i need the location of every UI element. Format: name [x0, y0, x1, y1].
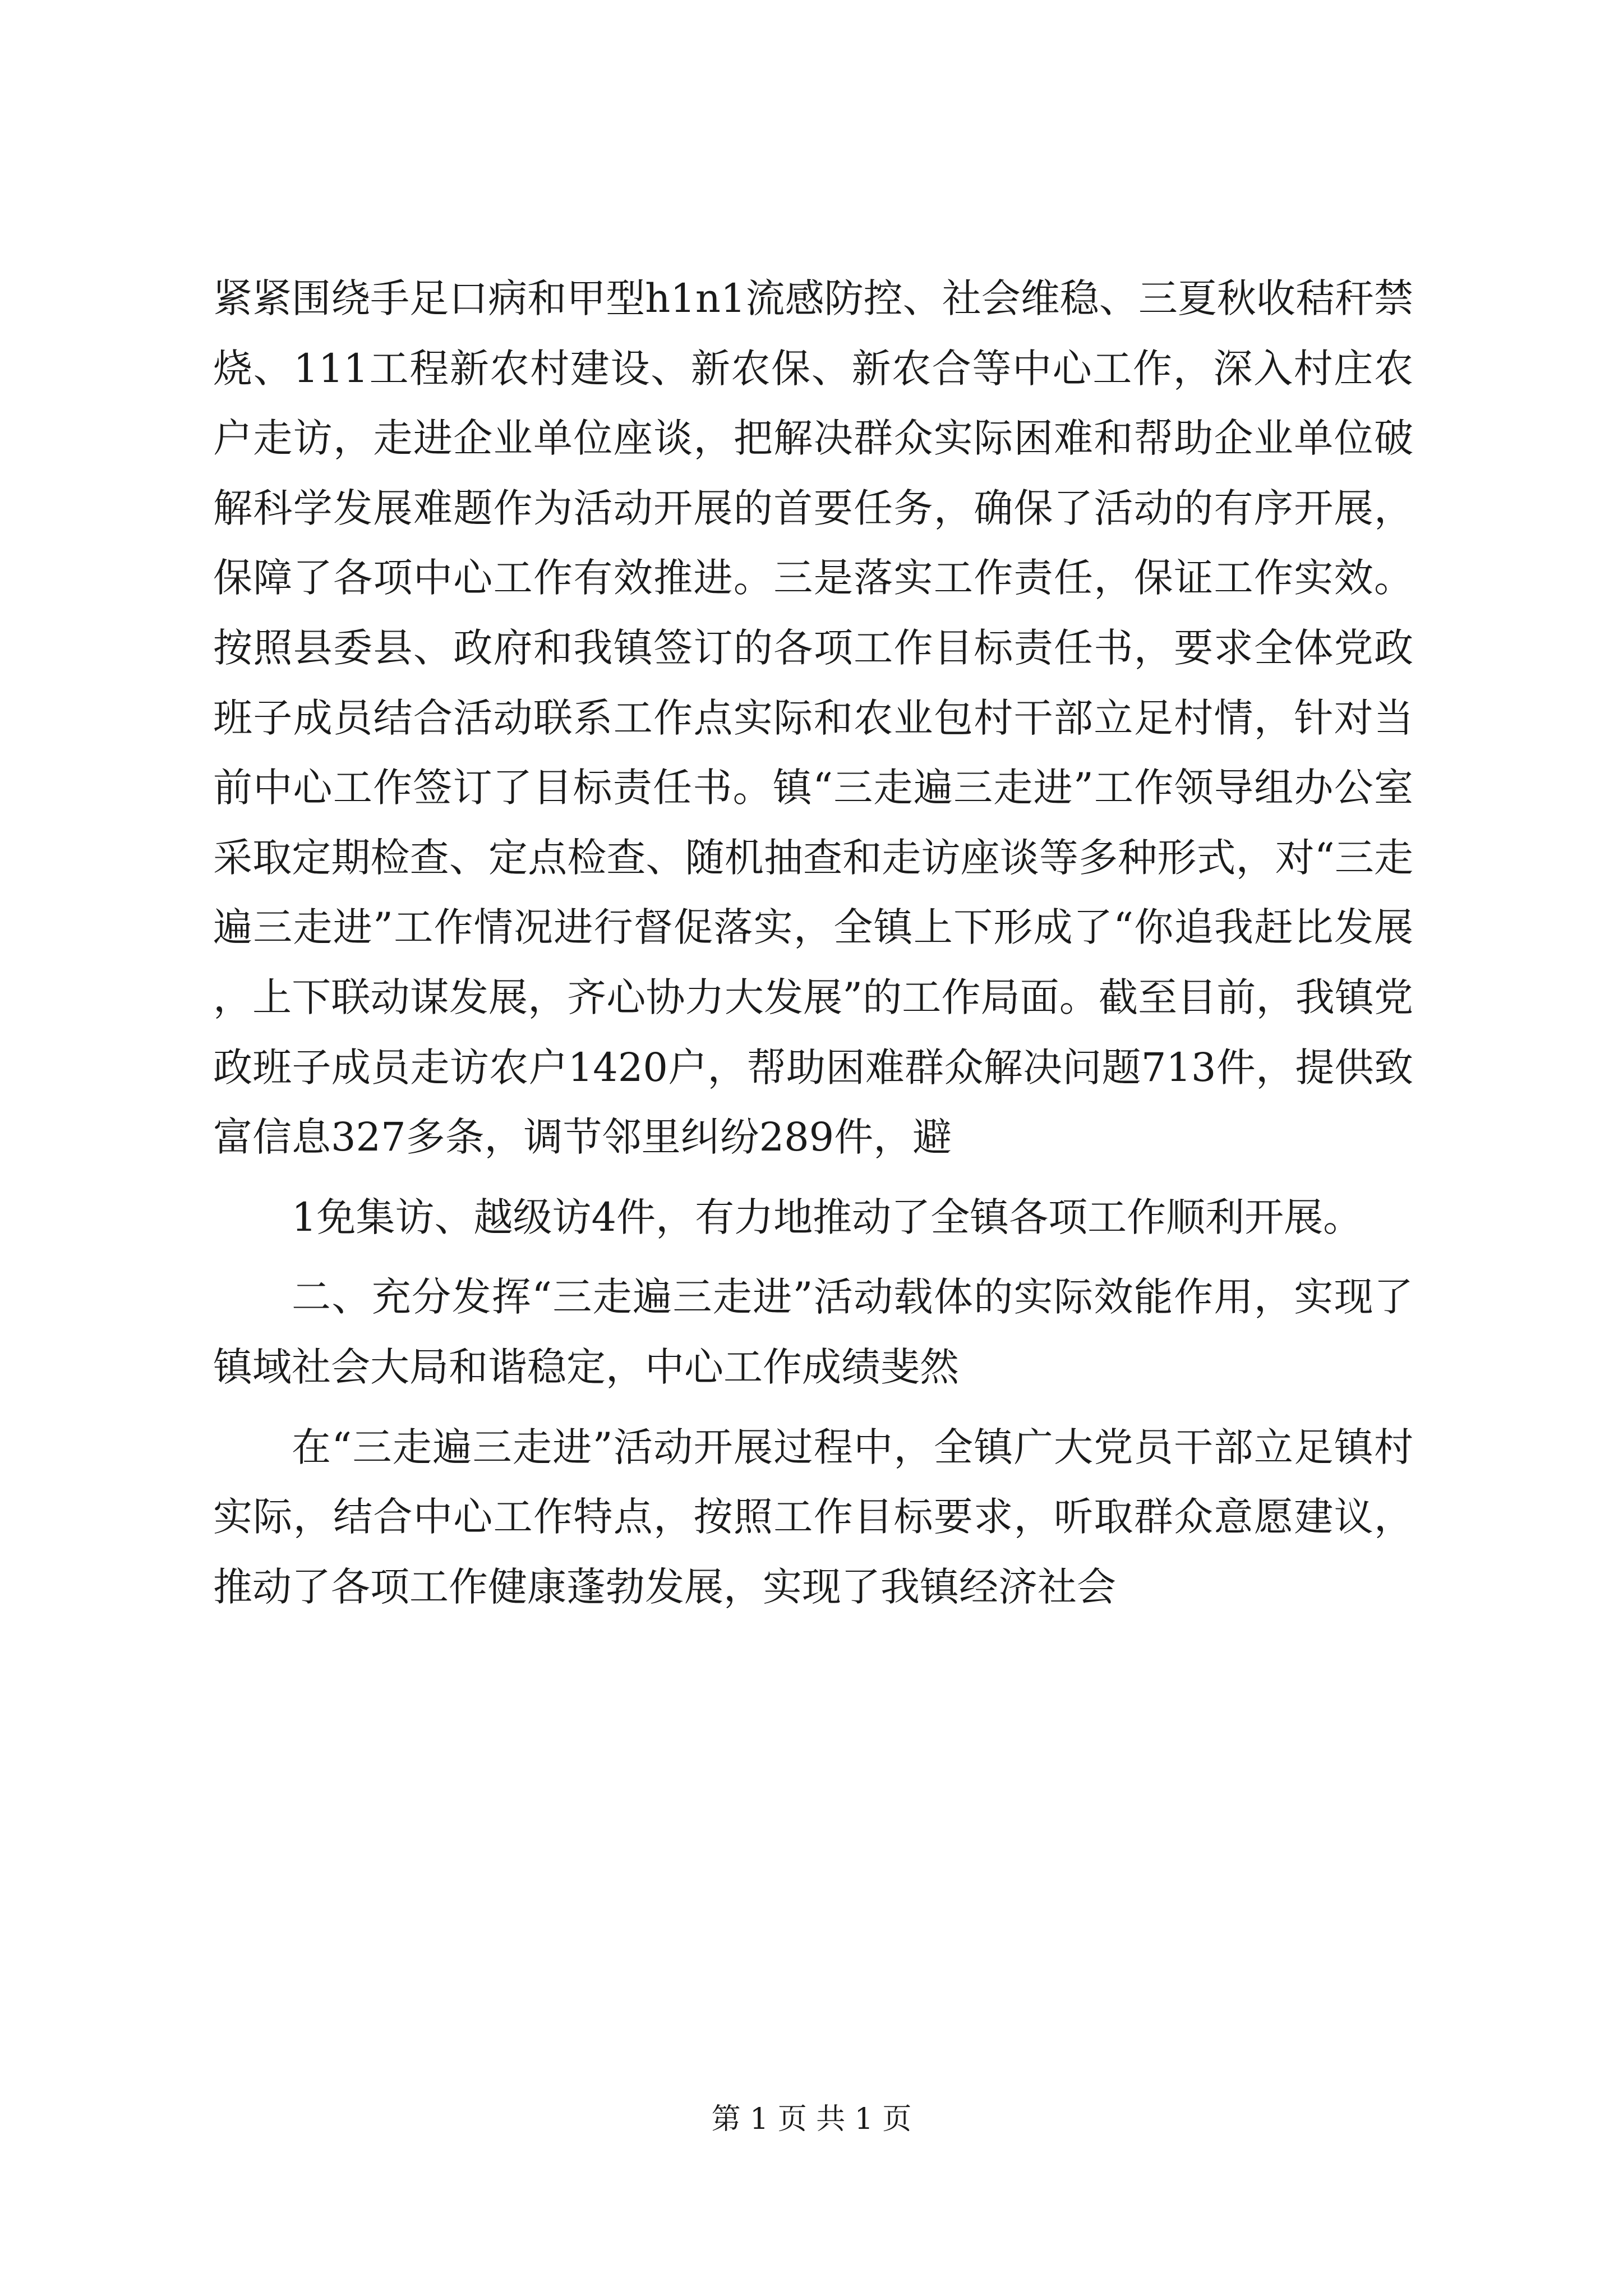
page-footer: 第 1 页 共 1 页: [711, 2102, 912, 2136]
paragraph-2: 1免集访、越级访4件，有力地推动了全镇各项工作顺利开展。: [292, 1194, 1363, 1240]
section-heading-2: 二、充分发挥“三走遍三走进”活动载体的实际效能作用，实现了镇域社会大局和谐稳定，中心工作成绩斐然: [213, 1274, 1413, 1390]
paragraph-1: 紧紧围绕手足口病和甲型h1n1流感防控、社会维稳、三夏秋收秸秆禁烧、111工程新农村建设、新农保、新农合等中心工作，深入村庄农户走访，走进企业单位座谈，把解决群众实际困难和帮助企业单位破解科学发展难题作为活动开展的首要任务，确保了活动的有序开展，保障了各项中心工作有效推进。三是落实工作责任，保证工作实效。按照县委县、政府和我镇签订的各项工作目标责任书，要求全体党政班子成员结合活动联系工作点实际和农业包村干部立足村情，针对当前中心工作签订了目标责任书。镇“三走遍三走进”工作领导组办公室采取定期检查、定点检查、随机抽查和走访座谈等多种形式，对“三走遍三走进”工作情况进行督促落实，全镇上下形成了“你追我赶比发展，上下联动谋发展，齐心协力大发展”的工作局面。截至目前，我镇党政班子成员走访农户1420户，帮助困难群众解决问题713件，提供致富信息327多条，调节邻里纠纷289件，避: [213, 275, 1413, 1161]
paragraph-4: 在“三走遍三走进”活动开展过程中，全镇广大党员干部立足镇村实际，结合中心工作特点，按照工作目标要求，听取群众意愿建议，推动了各项工作健康蓬勃发展，实现了我镇经济社会: [213, 1424, 1413, 1610]
document-body: [213, 264, 1413, 1632]
